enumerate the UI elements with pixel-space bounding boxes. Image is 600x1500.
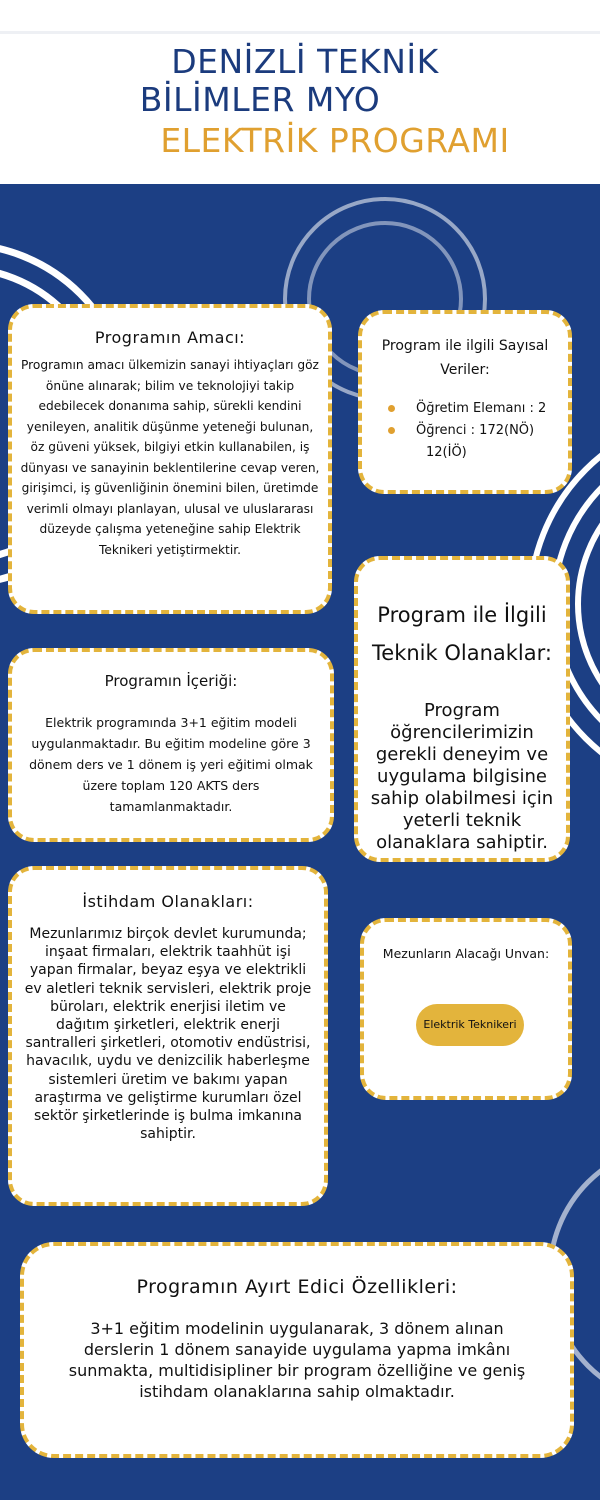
card-mezun-unvan bbox=[360, 918, 572, 1100]
ayirt-body: 3+1 eğitim modelinin uygulanarak, 3 dönem alınan derslerin 1 dönem sanayide uygulama yapma imkânı sunmakta, multidisipliner bir program özelliğine ve geniş istihdam olanaklarına sahip olmaktadır. bbox=[68, 1319, 526, 1401]
bullet-icon bbox=[388, 405, 395, 412]
title-line-2: BİLİMLER MYO bbox=[139, 80, 381, 119]
sayisal-list bbox=[362, 398, 568, 464]
list-item bbox=[384, 442, 568, 464]
bullet-icon bbox=[388, 427, 395, 434]
icerik-body: Elektrik programında 3+1 eğitim modeli uygulanmaktadır. Bu eğitim modeline göre 3 dönem ders ve 1 dönem iş yeri eğitimi olmak üzere toplam 120 AKTS ders tamamlanmaktadır. bbox=[29, 715, 313, 814]
main-panel bbox=[0, 184, 600, 1500]
amac-title: Programın Amacı: bbox=[94, 328, 246, 347]
card-program-amaci bbox=[8, 304, 332, 614]
card-program-icerigi bbox=[8, 648, 334, 842]
sayisal-title: Program ile ilgili Sayısal Veriler: bbox=[381, 338, 549, 378]
title-line-1: DENİZLİ TEKNİK bbox=[171, 42, 439, 81]
ogretim-elemani-text: Öğretim Elemanı : 2 bbox=[416, 401, 547, 416]
unvan-title: Mezunların Alacağı Unvan: bbox=[382, 946, 550, 961]
list-item bbox=[384, 420, 568, 442]
card-ayirt-edici-ozellikler bbox=[20, 1242, 574, 1458]
teknik-title: Program ile İlgili Teknik Olanaklar: bbox=[372, 603, 552, 665]
list-item bbox=[384, 398, 568, 420]
istihdam-title: İstihdam Olanakları: bbox=[82, 892, 254, 911]
ogrenci-io-text: 12(İÖ) bbox=[426, 445, 467, 460]
ayirt-title: Programın Ayırt Edici Özellikleri: bbox=[136, 1276, 458, 1298]
card-sayisal-veriler bbox=[358, 310, 572, 494]
unvan-badge: Elektrik Teknikeri bbox=[416, 1004, 524, 1046]
card-teknik-olanaklar bbox=[354, 556, 570, 862]
istihdam-body: Mezunlarımız birçok devlet kurumunda; inşaat firmaları, elektrik taahhüt işi yapan firmalar, beyaz eşya ve elektrikli ev aletleri teknik servisleri, elektrik proje büroları, elektrik enerjisi iletim ve dağıtım şirketleri, elektrik enerji santralleri şirketleri, otomotiv endüstrisi, havacılık, uydu ve denizcilik haberleşme sistemleri üretim ve bakımı yapan araştırma ve geliştirme kurumları özel sektör şirketlerinde iş bulma imkanına sahiptir. bbox=[24, 926, 312, 1143]
amac-body: Programın amacı ülkemizin sanayi ihtiyaçları göz önüne alınarak; bilim ve teknolojiyi takip edebilecek donanıma sahip, sürekli kendini yenileyen, analitik düşünme yeteneği bulunan, öz güveni yüksek, bilgiyi etkin kullanabilen, iş dünyası ve sanayinin beklentilerine cevap veren, girişimci, iş güvenliğinin önemini bilen, üretimde verimli olmayı planlayan, ulusal ve uluslararası düzeyde çalışma yeteneğine sahip Elektrik Teknikeri yetiştirmektir. bbox=[20, 358, 320, 557]
header bbox=[0, 0, 600, 184]
title-line-3: ELEKTRİK PROGRAMI bbox=[160, 121, 510, 160]
header-divider bbox=[0, 31, 600, 34]
card-istihdam-olanaklari bbox=[8, 866, 328, 1206]
icerik-title: Programın İçeriği: bbox=[104, 672, 238, 690]
teknik-body: Program öğrencilerimizin gerekli deneyim ve uygulama bilgisine sahip olabilmesi için yeterli teknik olanaklara sahiptir. bbox=[370, 700, 554, 853]
ogrenci-text: Öğrenci : 172(NÖ) bbox=[416, 423, 535, 438]
